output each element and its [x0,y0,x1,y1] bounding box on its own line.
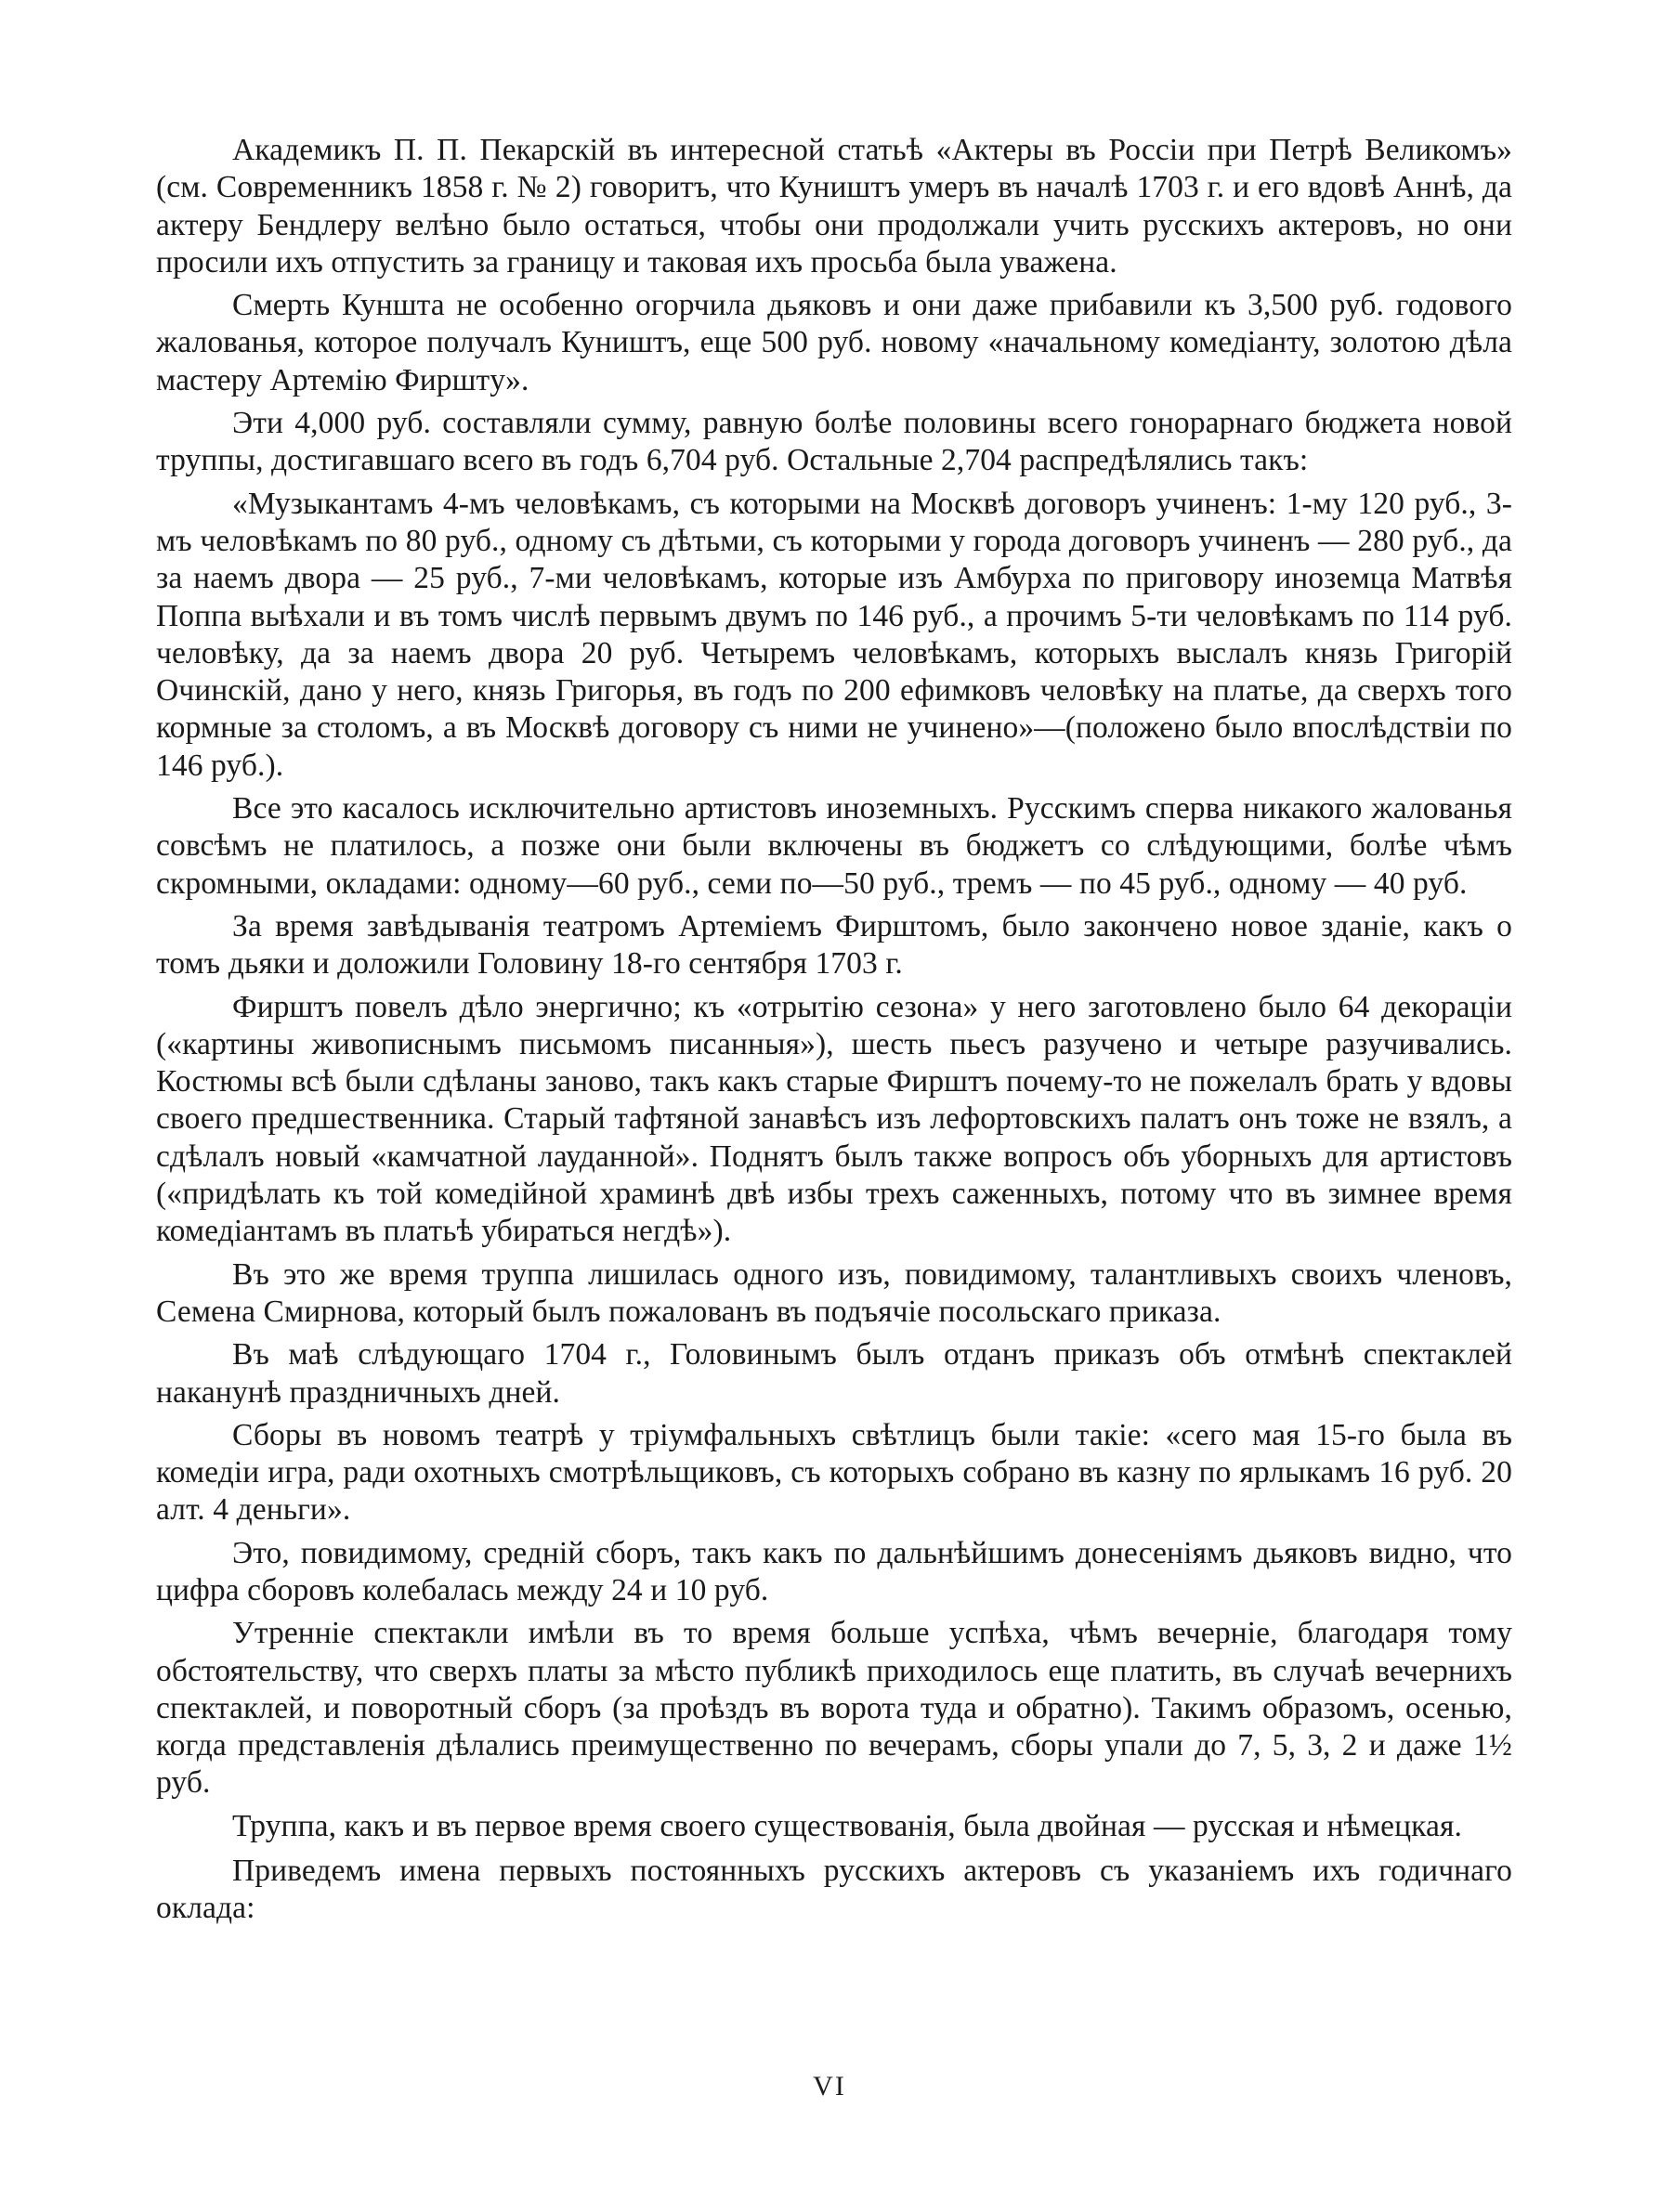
paragraph-6: За время завѣдыванія театромъ Артеміемъ Фирштомъ, было закончено новое зданіе, какъ о томъ дьяки и доложили Головину 18-го сентября 1703 г. [156,908,1512,982]
paragraph-8: Въ это же время труппа лишилась одного изъ, повидимому, талантливыхъ своихъ членовъ, Семена Смирнова, который былъ пожалованъ въ подъячіе посольскаго приказа. [156,1256,1512,1329]
paragraph-3: Эти 4,000 руб. составляли сумму, равную болѣе половины всего гонорарнаго бюджета новой труппы, достигавшаго всего въ годъ 6,704 руб. Остальные 2,704 распредѣлялись такъ: [156,406,1512,478]
paragraph-10: Сборы въ новомъ театрѣ у тріумфальныхъ свѣтлицъ были такіе: «сего мая 15-го была въ комедіи игра, ради охотныхъ смотрѣльщиковъ, съ которыхъ собрано въ казну по ярлыкамъ 16 руб. 20 алт. 4 деньги». [156,1417,1512,1528]
paragraph-1: Академикъ П. П. Пекарскій въ интересной статьѣ «Актеры въ Россіи при Петрѣ Великомъ» (см. Современникъ 1858 г. № 2) говоритъ, что Куништъ умеръ въ началѣ 1703 г. и его вдовѣ Аннѣ, да актеру Бендлеру велѣно было остаться, чтобы они продолжали учить русскихъ актеровъ, но они просили ихъ отпустить за границу и таковая ихъ просьба была уважена. [156,133,1512,280]
paragraph-5: Все это касалось исключительно артистовъ иноземныхъ. Русскимъ сперва никакого жалованья совсѣмъ не платилось, а позже они были включены въ бюджетъ со слѣдующими, болѣе чѣмъ скромными, окладами: одному—60 руб., семи по—50 руб., тремъ — по 45 руб., одному — 40 руб. [156,791,1512,901]
page-number: VI [813,2071,846,2101]
paragraph-7: Фирштъ повелъ дѣло энергично; къ «отрытію сезона» у него заготовлено было 64 декораціи («картины живописнымъ письмомъ писанныя»), шесть пьесъ разучено и четыре разучивались. Костюмы всѣ были сдѣланы заново, такъ какъ старые Фирштъ почему-то не пожелалъ брать у вдовы своего предшественника. Старый тафтяной занавѣсъ изъ лефортовскихъ палатъ онъ тоже не взялъ, а сдѣлалъ новый «камчатной лауданной». Поднятъ былъ также вопросъ объ уборныхъ для артистовъ («придѣлать къ той комедійной храминѣ двѣ избы трехъ саженныхъ, потому что въ зимнее время комедіантамъ въ платьѣ убираться негдѣ»). [156,989,1512,1249]
paragraph-2: Смерть Куншта не особенно огорчила дьяковъ и они даже прибавили къ 3,500 руб. годового жалованья, которое получалъ Куништъ, еще 500 руб. новому «начальному комедіанту, золотою дѣла мастеру Артемію Фирштy». [156,288,1512,397]
paragraph-12: Утренніе спектакли имѣли въ то время больше успѣха, чѣмъ вечерніе, благодаря тому обстоятельству, что сверхъ платы за мѣсто публикѣ приходилось еще платить, въ случаѣ вечернихъ спектаклей, и поворотный сборъ (за проѣздъ въ ворота туда и обратно). Такимъ образомъ, осенью, когда представленія дѣлались преимущественно по вечерамъ, сборы упали до 7, 5, 3, 2 и даже 1½ руб. [156,1616,1512,1801]
paragraph-13: Труппа, какъ и въ первое время своего существованія, была двойная — русская и нѣмецкая. [232,1808,1462,1843]
page-body [156,132,1512,1928]
paragraph-14: Приведемъ имена первыхъ постоянныхъ русскихъ актеровъ съ указаніемъ ихъ годичнаго оклада: [156,1854,1512,1926]
paragraph-11: Это, повидимому, средній сборъ, такъ какъ по дальнѣйшимъ донесеніямъ дьяковъ видно, что цифра сборовъ колебалась между 24 и 10 руб. [156,1535,1512,1607]
paragraph-9: Въ маѣ слѣдующаго 1704 г., Головинымъ былъ отданъ приказъ объ отмѣнѣ спектаклей наканунѣ праздничныхъ дней. [156,1337,1512,1410]
paragraph-4: «Музыкантамъ 4-мъ человѣкамъ, съ которыми на Москвѣ договоръ учиненъ: 1-му 120 руб., 3-мъ человѣкамъ по 80 руб., одному съ дѣтьми, съ которыми у города договоръ учиненъ — 280 руб., да за наемъ двора — 25 руб., 7-ми человѣкамъ, которые изъ Амбурха по приговору иноземца Матвѣя Поппа выѣхали и въ томъ числѣ первымъ двумъ по 146 руб., а прочимъ 5-ти человѣкамъ по 114 руб. человѣку, да за наемъ двора 20 руб. Четыремъ человѣкамъ, которыхъ выслалъ князь Григорій Очинскій, дано у него, князь Григорья, въ годъ по 200 ефимковъ человѣку на платье, да сверхъ того кормные за столомъ, а въ Москвѣ договору съ ними не учинено»—(положено было впослѣдствіи по 146 руб.). [156,486,1512,783]
